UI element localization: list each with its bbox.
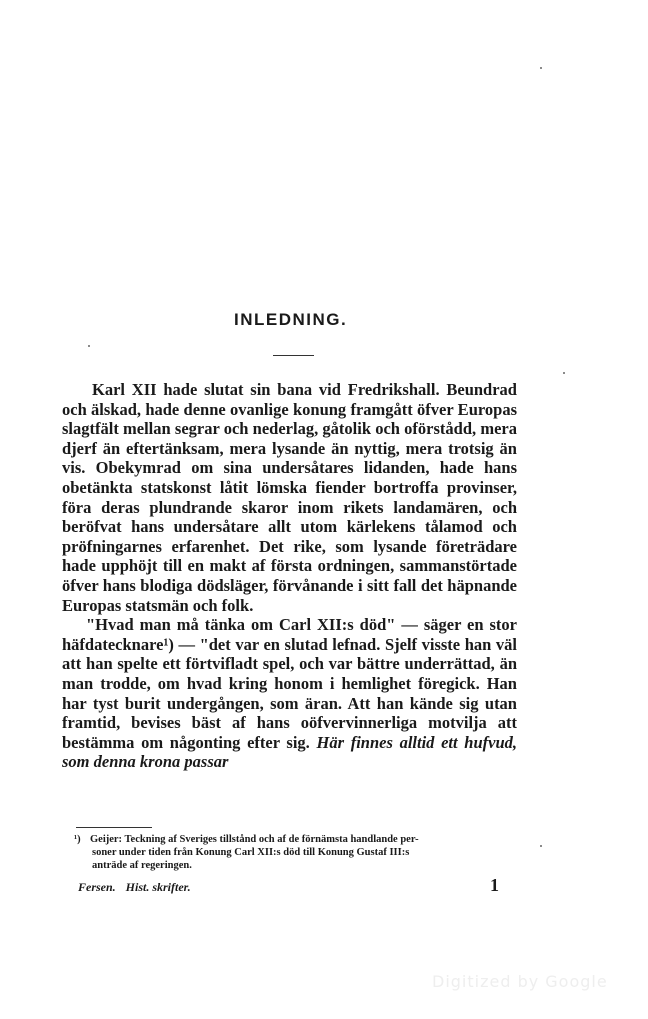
footer-author: Fersen. [78, 880, 116, 894]
footnote-marker: ¹) [74, 834, 81, 845]
paragraph-2-italic: Här finnes alltid ett hufvud, som denna krona passar [62, 732, 518, 772]
scan-speck [540, 67, 542, 69]
page-number: 1 [490, 875, 499, 895]
watermark-logo: Digitized by Google [432, 972, 608, 991]
paragraph-1: Karl XII hade slutat sin bana vid Fredrikshall. Beundrad och älskad, hade denne ovanlige konung framgått öfver Europas slagtfält mellan segrar och nederlag, gåtolik och oförstådd, mera djerf än eftertänksam, mera lysande än nyttig, mera trotsig än vis. Obekymrad om sina undersåtares lidanden, hade hans obetänkta statskonst låtit lömska fiender bortroffa provinser, föra deras plundrande skaror inom rikets landamären, och beröfvat hans undersåtare allt utom kärlekens tålamod och pröfningarnes erfarenhet. Det rike, som lysande företrädare hade upphöjt till en makt af första ordningen, sammanstörtade öfver hans blodiga dödsläger, förvånande i sitt fall det häpnande Europas statsmän och folk. [62, 380, 517, 615]
footnote-line-1 [76, 833, 534, 846]
footnote-text-1: Geijer: Teckning af Sveriges tillstånd och af de förnämsta handlande per- [90, 834, 419, 845]
body-text [62, 380, 517, 772]
heading-rule [273, 355, 314, 356]
chapter-heading: INLEDNING. [234, 310, 348, 329]
footnote-line-3: anträde af regeringen. [92, 860, 192, 871]
scan-speck [88, 345, 90, 347]
footnote-line-2: soner under tiden från Konung Carl XII:s död till Konung Gustaf III:s [92, 847, 410, 858]
scan-speck [563, 372, 565, 374]
footer-work: Hist. skrifter. [125, 880, 191, 894]
footnote [76, 833, 534, 872]
scan-speck [540, 845, 542, 847]
footnote-rule [76, 827, 152, 828]
paragraph-2 [62, 615, 517, 772]
footer-signature [78, 880, 191, 895]
paragraph-2-text: "Hvad man må tänka om Carl XII:s död" — säger en stor häfdatecknare¹) — "det var en slutad lefnad. Sjelf visste han väl att han spelte ett förtvifladt spel, och var bättre underrättad, än man trodde, om hvad kring honom i hemlighet föregick. Han har tyst burit undergången, som äran. Att han kände sig utan framtid, bevises bäst af hans oöfvervinnerliga motvilja att bestämma om någonting efter sig. [62, 615, 517, 752]
